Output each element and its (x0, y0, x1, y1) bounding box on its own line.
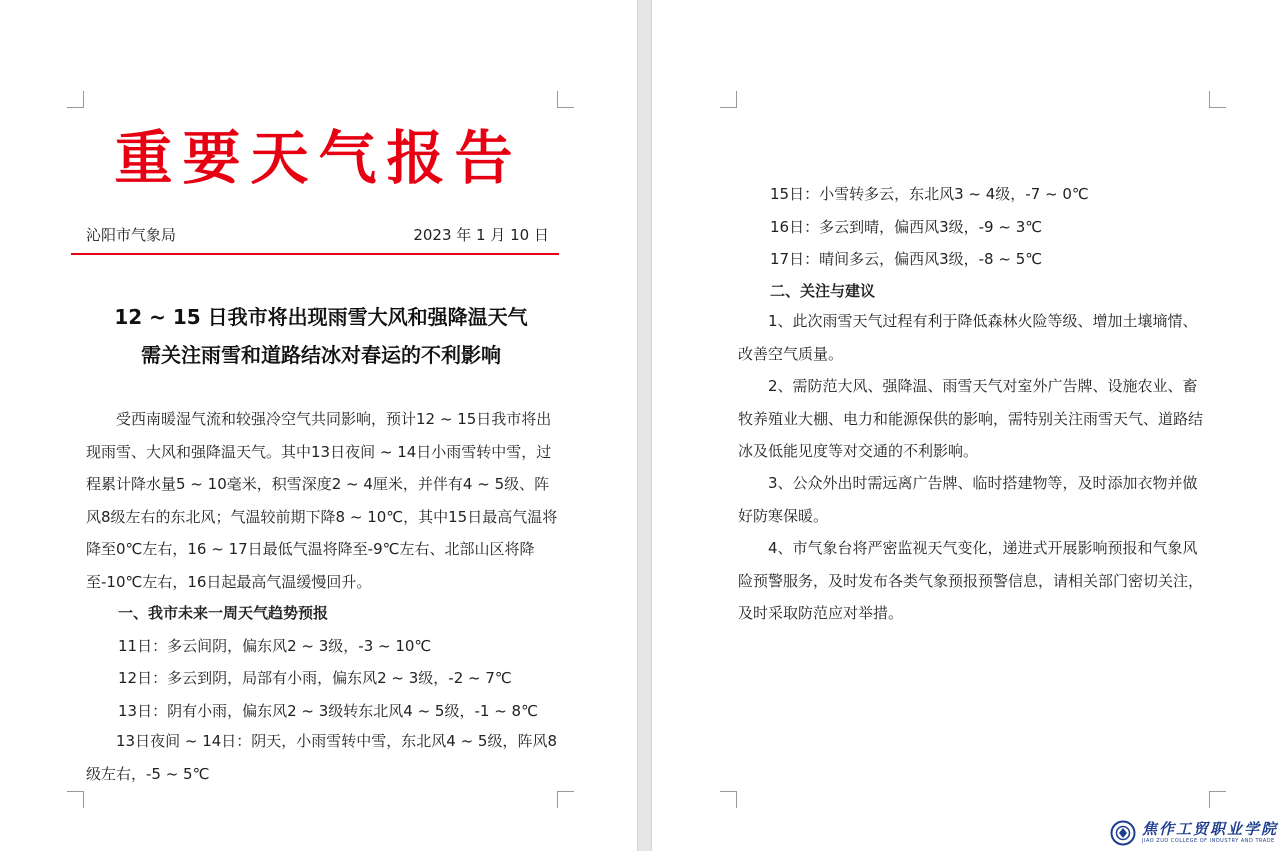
margin-mark-top-right (1209, 91, 1226, 108)
issuer: 沁阳市气象局 (86, 226, 177, 244)
advice-2: 2、需防范大风、强降温、雨雪天气对室外广告牌、设施农业、畜牧养殖业大棚、电力和能源保供的影响，需特别关注雨雪天气、道路结冰及低能见度等对交通的不利影响。 (738, 377, 1204, 461)
headline-line-1: 12 ~ 15 日我市将出现雨雪大风和强降温天气 (114, 305, 528, 329)
margin-mark-top-left (720, 91, 737, 108)
college-name: 焦作工贸职业学院 (1142, 820, 1279, 838)
margin-mark-bottom-left (67, 791, 84, 808)
margin-mark-bottom-right (1209, 791, 1226, 808)
section-1-title: 一、我市未来一周天气趋势预报 (118, 604, 329, 622)
intro-paragraph: 受西南暖湿气流和较强冷空气共同影响，预计12 ~ 15日我市将出现雨雪、大风和强降温天气。其中13日夜间 ~ 14日小雨雪转中雪，过程累计降水量5 ~ 10毫米，积雪深度2 ~ 4厘米，并伴有4 ~ 5级、阵风8级左右的东北风；气温较前期下降8 ~ 10℃，其中15日最高气温将降至0℃左右，16 ~ 17日最低气温将降至-9℃左右、北部山区将降至-10℃左右，16日起最高气温缓慢回升。 (86, 410, 558, 591)
margin-mark-bottom-left (720, 791, 737, 808)
forecast-day-11: 11日：多云间阴，偏东风2 ~ 3级，-3 ~ 10℃ (118, 637, 432, 655)
document-page-right (651, 0, 1287, 851)
headline-line-2: 需关注雨雪和道路结冰对春运的不利影响 (141, 343, 501, 367)
forecast-day-13: 13日：阴有小雨，偏东风2 ~ 3级转东北风4 ~ 5级，-1 ~ 8℃ (118, 702, 538, 720)
college-name-english: JIAO ZUO COLLEGE OF INDUSTRY AND TRADE (1142, 838, 1275, 844)
masthead-title: 重要天气报告 (114, 124, 523, 192)
advice-1: 1、此次雨雪天气过程有利于降低森林火险等级、增加土壤墒情、改善空气质量。 (738, 312, 1198, 363)
advice-3: 3、公众外出时需远离广告牌、临时搭建物等，及时添加衣物并做好防寒保暖。 (738, 474, 1198, 525)
margin-mark-bottom-right (557, 791, 574, 808)
red-divider (71, 253, 559, 255)
forecast-day-12: 12日：多云到阴，局部有小雨，偏东风2 ~ 3级，-2 ~ 7℃ (118, 669, 512, 687)
forecast-day-15: 15日：小雪转多云，东北风3 ~ 4级，-7 ~ 0℃ (770, 185, 1089, 203)
document-page-left (0, 0, 638, 851)
forecast-day-16: 16日：多云到晴，偏西风3级，-9 ~ 3℃ (770, 218, 1043, 236)
college-emblem-icon (1110, 820, 1136, 846)
section-2-title: 二、关注与建议 (770, 282, 876, 300)
margin-mark-top-right (557, 91, 574, 108)
issue-date: 2023 年 1 月 10 日 (413, 226, 549, 244)
advice-4: 4、市气象台将严密监视天气变化，递进式开展影响预报和气象风险预警服务，及时发布各类气象预报预警信息，请相关部门密切关注，及时采取防范应对举措。 (738, 539, 1204, 623)
forecast-day-13n-14: 13日夜间 ~ 14日：阴天，小雨雪转中雪，东北风4 ~ 5级，阵风8级左右，-5 ~ 5℃ (86, 732, 558, 783)
forecast-day-17: 17日：晴间多云，偏西风3级，-8 ~ 5℃ (770, 250, 1043, 268)
margin-mark-top-left (67, 91, 84, 108)
college-logo-watermark (1108, 818, 1283, 848)
